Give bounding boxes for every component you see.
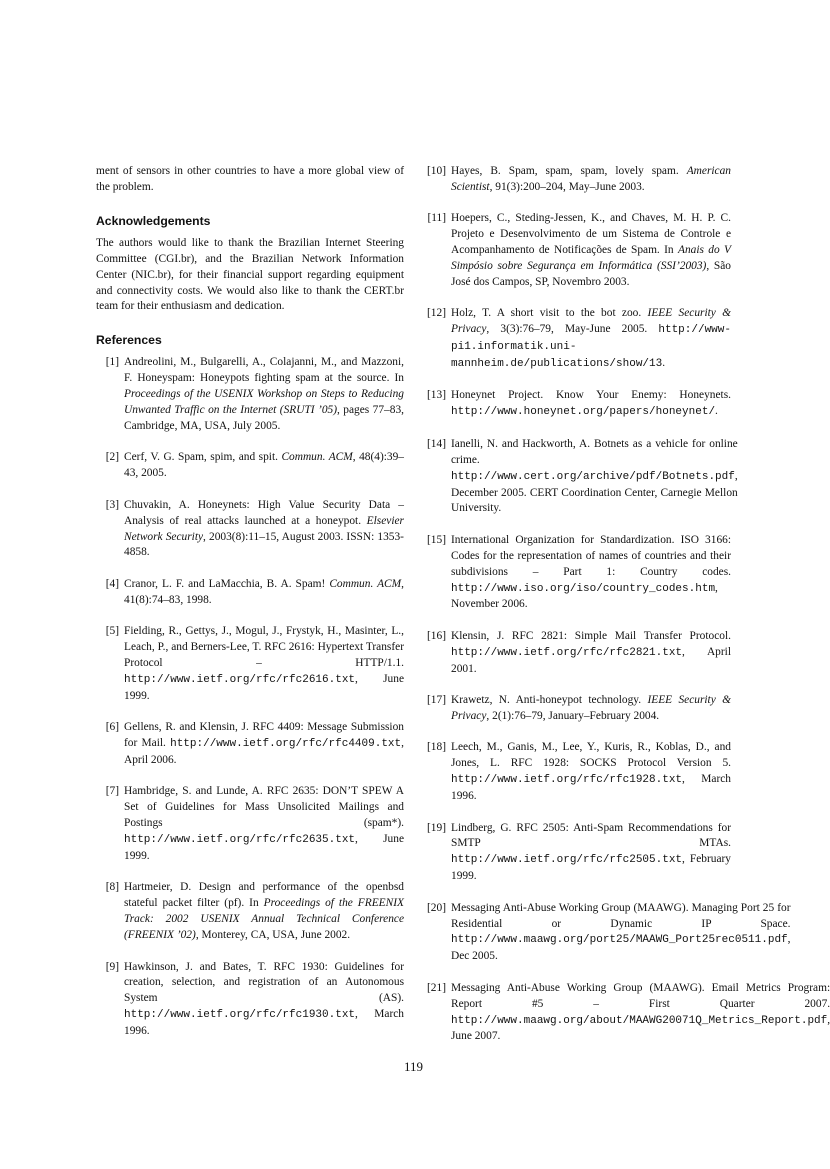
reference-text bbox=[124, 450, 404, 482]
reference-text bbox=[451, 533, 731, 614]
reference-number: [20] bbox=[427, 901, 446, 914]
reference-url: http://www.maawg.org/port25/MAAWG_Port25rec0511.pdf bbox=[451, 934, 788, 947]
reference-text bbox=[124, 624, 404, 705]
reference-venue: Elsevier Network Security bbox=[124, 514, 404, 543]
reference-venue: American Scientist bbox=[451, 165, 731, 193]
reference-entry bbox=[423, 981, 830, 1046]
reference-text-part: Messaging Anti-Abuse Working Group (MAAWG). Email Metrics Program: Report #5 – First Quarter 2007. bbox=[451, 981, 830, 1010]
page-number: 119 bbox=[403, 1059, 424, 1074]
reference-entry bbox=[423, 211, 731, 291]
reference-number: [15] bbox=[427, 533, 446, 546]
reference-url: http://www.maawg.org/about/MAAWG20071Q_Metrics_Report.pdf bbox=[451, 1014, 828, 1027]
reference-text-part: Messaging Anti-Abuse Working Group (MAAWG). Managing Port 25 for Residential or Dynamic IP Space. bbox=[451, 901, 791, 930]
reference-url: http://www.ietf.org/rfc/rfc2821.txt bbox=[451, 646, 683, 659]
reference-text bbox=[451, 388, 731, 421]
reference-text-part: , 3(3):76–79, May-June 2005. bbox=[486, 323, 659, 336]
reference-text bbox=[451, 437, 738, 518]
reference-text-part: . bbox=[662, 357, 666, 370]
reference-venue: Anais do V Simpósio sobre Segurança em Informática (SSI’2003) bbox=[451, 244, 731, 273]
reference-text-part: , pages 77–83, Cambridge, MA, USA, July 2005. bbox=[124, 404, 404, 432]
reference-text-part: Holz, T. A short visit to the bot zoo. bbox=[451, 307, 648, 320]
reference-url: http://www-pi1.informatik.uni-mannheim.de/publications/show/13 bbox=[451, 324, 731, 371]
reference-text bbox=[124, 355, 404, 435]
reference-entry bbox=[96, 960, 404, 1041]
reference-entry bbox=[423, 437, 738, 518]
intro-paragraph: ment of sensors in other countries to have a more global view of the problem. bbox=[96, 165, 404, 193]
left-column bbox=[96, 164, 404, 1056]
reference-url: http://www.iso.org/iso/country_codes.htm bbox=[451, 582, 716, 595]
reference-text-part: , February 1999. bbox=[451, 853, 731, 883]
reference-venue: Commun. ACM bbox=[329, 577, 402, 590]
reference-text-part: , June 2007. bbox=[451, 1013, 830, 1043]
reference-text bbox=[451, 693, 731, 725]
reference-text-part: , Dec 2005. bbox=[451, 933, 791, 963]
reference-entry bbox=[96, 784, 404, 865]
reference-venue: Commun. ACM bbox=[281, 451, 353, 464]
reference-text bbox=[124, 498, 404, 562]
reference-entry bbox=[423, 164, 731, 196]
reference-url: http://www.cert.org/archive/pdf/Botnets.pdf bbox=[451, 470, 735, 483]
reference-text-part: Cerf, V. G. Spam, spim, and spit. bbox=[124, 451, 282, 464]
reference-text-part: , 48(4):39–43, 2005. bbox=[124, 451, 404, 480]
reference-text-part: Fielding, R., Gettys, J., Mogul, J., Frystyk, H., Masinter, L., Leach, P., and Berners-Lee, T. RFC 2616: Hypertext Transfer Protocol – HTTP/1.1. bbox=[124, 625, 404, 669]
reference-text bbox=[451, 211, 731, 291]
reference-text-part: Hayes, B. Spam, spam, spam, lovely spam. bbox=[451, 165, 687, 177]
reference-entry bbox=[96, 498, 404, 562]
reference-number: [10] bbox=[427, 165, 446, 177]
right-column bbox=[423, 164, 830, 1061]
reference-entry bbox=[96, 880, 404, 944]
reference-text bbox=[124, 577, 404, 609]
reference-text-part: Hawkinson, J. and Bates, T. RFC 1930: Guidelines for creation, selection, and registration of an Autonomous System (AS). bbox=[124, 960, 404, 1005]
reference-url: http://www.ietf.org/rfc/rfc1928.txt bbox=[451, 774, 683, 787]
reference-url: http://www.honeynet.org/papers/honeynet/ bbox=[451, 406, 716, 419]
reference-text-part: Krawetz, N. Anti-honeypot technology. bbox=[451, 694, 648, 707]
reference-venue: Proceedings of the FREENIX Track: 2002 USENIX Annual Technical Conference (FREENIX ’02) bbox=[124, 897, 404, 942]
reference-text bbox=[451, 740, 731, 805]
reference-text bbox=[451, 306, 731, 373]
reference-text-part: Hambridge, S. and Lunde, A. RFC 2635: DON’T SPEW A Set of Guidelines for Mass Unsolicited Mailings and Postings (spam*). bbox=[124, 785, 404, 830]
reference-text-part: Klensin, J. RFC 2821: Simple Mail Transfer Protocol. bbox=[451, 629, 731, 642]
reference-number: [5] bbox=[105, 625, 119, 638]
reference-text-part: Hartmeier, D. Design and performance of the openbsd stateful packet filter (pf). In bbox=[124, 881, 404, 910]
reference-text-part: Honeynet Project. Know Your Enemy: Honeynets. bbox=[451, 389, 731, 402]
reference-text-part: Cranor, L. F. and LaMacchia, B. A. Spam! bbox=[124, 577, 330, 590]
reference-entry bbox=[423, 901, 791, 966]
reference-number: [19] bbox=[427, 821, 446, 834]
reference-number: [18] bbox=[427, 741, 446, 754]
reference-text-part: International Organization for Standardization. ISO 3166: Codes for the representation of names of countries and their subdivisions – Part 1: Country codes. bbox=[451, 533, 731, 578]
references-heading: References bbox=[96, 333, 162, 348]
reference-entry bbox=[423, 533, 731, 614]
reference-text-part: , June 1999. bbox=[124, 833, 404, 862]
reference-text bbox=[451, 981, 830, 1046]
reference-number: [8] bbox=[105, 881, 119, 894]
reference-text-part: , April 2001. bbox=[451, 645, 731, 675]
reference-text-part: , June 1999. bbox=[124, 672, 404, 702]
reference-entry bbox=[96, 355, 404, 435]
reference-text-part: , 91(3):200–204, May–June 2003. bbox=[489, 180, 645, 193]
reference-entry bbox=[423, 693, 731, 725]
reference-number: [7] bbox=[105, 785, 119, 798]
reference-venue: IEEE Security & Privacy bbox=[451, 694, 731, 722]
reference-text-part: . bbox=[715, 405, 718, 418]
reference-number: [11] bbox=[427, 212, 446, 225]
reference-number: [21] bbox=[427, 981, 446, 994]
reference-url: http://www.ietf.org/rfc/rfc4409.txt bbox=[170, 738, 402, 751]
references-list-right bbox=[423, 164, 830, 1045]
reference-text-part: , 2003(8):11–15, August 2003. ISSN: 1353-4858. bbox=[124, 530, 404, 559]
reference-text bbox=[451, 901, 791, 966]
reference-text bbox=[124, 960, 404, 1041]
reference-text-part: , 2(1):76–79, January–February 2004. bbox=[486, 709, 660, 722]
reference-text-part: , March 1996. bbox=[451, 773, 731, 803]
reference-url: http://www.ietf.org/rfc/rfc2505.txt bbox=[451, 854, 683, 867]
reference-text-part: Chuvakin, A. Honeynets: High Value Security Data – Analysis of real attacks launched at a honeypot. bbox=[124, 498, 404, 527]
reference-entry bbox=[423, 821, 731, 886]
reference-text bbox=[124, 720, 404, 769]
reference-number: [13] bbox=[427, 389, 446, 402]
reference-text bbox=[451, 164, 731, 196]
references-list-left bbox=[96, 355, 404, 1040]
reference-text-part: , São José dos Campos, SP, Novembro 2003. bbox=[451, 260, 731, 288]
reference-text bbox=[124, 784, 404, 865]
reference-venue: IEEE Security & Privacy bbox=[451, 307, 731, 336]
reference-text-part: Lindberg, G. RFC 2505: Anti-Spam Recommendations for SMTP MTAs. bbox=[451, 821, 731, 850]
reference-number: [1] bbox=[105, 356, 119, 369]
reference-text-part: Gellens, R. and Klensin, J. RFC 4409: Message Submission for Mail. bbox=[124, 721, 404, 750]
reference-text-part: Leech, M., Ganis, M., Lee, Y., Kuris, R., Koblas, D., and Jones, L. RFC 1928: SOCKS Protocol Version 5. bbox=[451, 741, 731, 770]
reference-number: [2] bbox=[105, 451, 119, 464]
reference-number: [3] bbox=[105, 498, 119, 511]
reference-text-part: , March 1996. bbox=[124, 1008, 404, 1038]
reference-text bbox=[451, 821, 731, 886]
reference-entry bbox=[423, 388, 731, 421]
reference-entry bbox=[96, 720, 404, 769]
reference-text-part: , Monterey, CA, USA, June 2002. bbox=[195, 929, 351, 942]
reference-entry bbox=[423, 740, 731, 805]
reference-number: [9] bbox=[105, 960, 119, 973]
reference-entry bbox=[96, 624, 404, 705]
reference-text-part: Ianelli, N. and Hackworth, A. Botnets as a vehicle for online crime. bbox=[451, 437, 738, 466]
reference-text bbox=[124, 880, 404, 944]
reference-text-part: , 41(8):74–83, 1998. bbox=[124, 577, 405, 606]
reference-number: [12] bbox=[427, 307, 446, 320]
acknowledgements-heading: Acknowledgements bbox=[96, 213, 211, 228]
reference-text bbox=[451, 629, 731, 678]
reference-url: http://www.ietf.org/rfc/rfc1930.txt bbox=[124, 1009, 356, 1022]
reference-entry bbox=[423, 306, 731, 373]
reference-entry bbox=[96, 577, 404, 609]
reference-text-part: , November 2006. bbox=[451, 581, 718, 611]
acknowledgements-text: The authors would like to thank the Brazilian Internet Steering Committee (CGI.br), and the Brazilian Network Information Center (NIC.br), for their financial support regarding equipment and connectivity costs. We would also like to thank the CERT.br team for their enthusiasm and dedication. bbox=[96, 236, 404, 313]
reference-text-part: Hoepers, C., Steding-Jessen, K., and Chaves, M. H. P. C. Projeto e Desenvolvimento de um Sistema de Controle e Acompanhamento de Notificações de Spam. In bbox=[451, 212, 731, 257]
reference-number: [6] bbox=[105, 721, 119, 734]
reference-venue: Proceedings of the USENIX Workshop on Steps to Reducing Unwanted Traffic on the Internet (SRUTI ’05) bbox=[124, 388, 404, 417]
reference-number: [14] bbox=[427, 437, 446, 450]
reference-number: [4] bbox=[105, 577, 119, 590]
reference-url: http://www.ietf.org/rfc/rfc2635.txt bbox=[124, 834, 356, 847]
reference-text-part: , December 2005. CERT Coordination Center, Carnegie Mellon University. bbox=[451, 469, 738, 515]
reference-text-part: , April 2006. bbox=[124, 737, 404, 766]
reference-text-part: Andreolini, M., Bulgarelli, A., Colajanni, M., and Mazzoni, F. Honeyspam: Honeypots fighting spam at the source. In bbox=[124, 356, 404, 385]
reference-number: [16] bbox=[427, 629, 446, 642]
reference-entry bbox=[423, 629, 731, 678]
reference-entry bbox=[96, 450, 404, 482]
reference-url: http://www.ietf.org/rfc/rfc2616.txt bbox=[124, 673, 356, 686]
reference-number: [17] bbox=[427, 694, 446, 707]
